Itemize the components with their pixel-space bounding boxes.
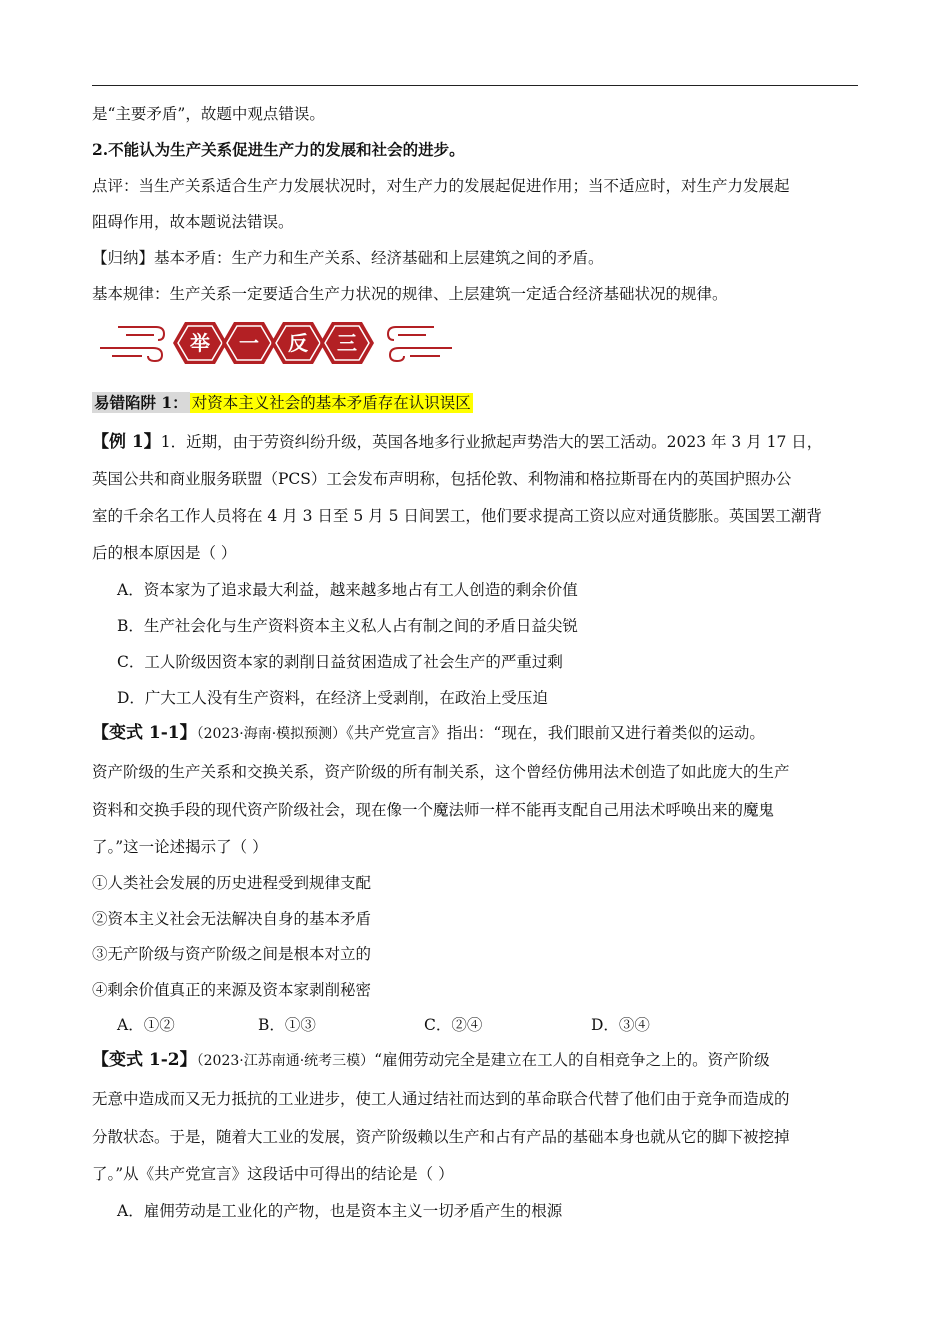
variant2-tag: 【变式 1-2】 [92,1050,197,1070]
variant2-line-4: 了。”从《共产党宣言》这段话中可得出的结论是（ ） [92,1165,454,1183]
header-rule [92,85,858,86]
banner-char: 三 [337,331,357,355]
banner-char: 一 [239,331,259,355]
comment-line-1: 点评：当生产关系适合生产力发展状况时，对生产力的发展起促进作用；当不适应时，对生产力发展起 [92,177,790,195]
variant2-source: （2023·江苏南通·统考三模） [196,1053,375,1069]
choice-a: A．①② [117,1016,175,1034]
variant1-line-1: 【变式 1-1】（2023·海南·模拟预测）《共产党宣言》指出：“现在，我们眼前又进行着类似的运动。 [92,723,765,743]
left-cloud-ornament [100,327,164,361]
variant2-option-a: A．雇佣劳动是工业化的产物，也是资本主义一切矛盾产生的根源 [117,1202,563,1220]
variant1-item-2: ②资本主义社会无法解决自身的基本矛盾 [92,910,372,928]
intro-line: 是“主要矛盾”，故题中观点错误。 [92,105,325,123]
choice-b: B．①③ [258,1016,316,1034]
variant1-choices [117,1015,650,1035]
summary-line-1: 【归纳】基本矛盾：生产力和生产关系、经济基础和上层建筑之间的矛盾。 [92,249,604,267]
example-line-2: 英国公共和商业服务联盟（PCS）工会发布声明称，包括伦敦、利物浦和格拉斯哥在内的英国护照办公 [92,470,792,488]
option-c: C．工人阶级因资本家的剥削日益贫困造成了社会生产的严重过剩 [117,653,563,671]
option-a: A．资本家为了追求最大利益，越来越多地占有工人创造的剩余价值 [117,581,578,599]
variant1-line-4: 了。”这一论述揭示了（ ） [92,838,268,856]
variant2-line-1: 【变式 1-2】（2023·江苏南通·统考三模）“雇佣劳动完全是建立在工人的自相竞争之上的。资产阶级 [92,1050,770,1070]
variant1-line-3: 资料和交换手段的现代资产阶级社会，现在像一个魔法师一样不能再支配自己用法术呼唤出来的魔鬼 [92,801,775,819]
example-line-4: 后的根本原因是（ ） [92,544,237,562]
trap-title: 对资本主义社会的基本矛盾存在认识误区 [191,394,471,412]
variant1-item-1: ①人类社会发展的历史进程受到规律支配 [92,874,372,892]
banner-graphic [98,318,454,368]
summary-line-2: 基本规律：生产关系一定要适合生产力状况的规律、上层建筑一定适合经济基础状况的规律。 [92,285,728,303]
variant1-source: （2023·海南·模拟预测） [196,726,347,742]
point-heading: 2.不能认为生产关系促进生产力的发展和社会的进步。 [92,140,465,159]
trap-label: 易错陷阱 1： [94,393,188,412]
example-line-3: 室的千余名工作人员将在 4 月 3 日至 5 月 5 日间罢工，他们要求提高工资以应对通货膨胀。英国罢工潮背 [92,507,822,525]
variant1-item-3: ③无产阶级与资产阶级之间是根本对立的 [92,945,372,963]
choice-c: C．②④ [424,1016,483,1034]
example-tag: 【例 1】 [92,432,161,452]
right-cloud-ornament [388,327,452,361]
variant2-line-2: 无意中造成而又无力抵抗的工业进步，使工人通过结社而达到的革命联合代替了他们由于竞争而造成的 [92,1090,790,1108]
choice-d: D．③④ [591,1016,650,1034]
example-line-1: 【例 1】1．近期，由于劳资纠纷升级，英国各地多行业掀起声势浩大的罢工活动。2023 年 3 月 17 日， [92,432,823,452]
variant2-line-3: 分散状态。于是，随着大工业的发展，资产阶级赖以生产和占有产品的基础本身也就从它的脚下被挖掉 [92,1128,790,1146]
variant1-item-4: ④剩余价值真正的来源及资本家剥削秘密 [92,981,372,999]
variant1-tag: 【变式 1-1】 [92,723,197,743]
option-d: D．广大工人没有生产资料，在经济上受剥削，在政治上受压迫 [117,689,548,707]
variant1-line-2: 资产阶级的生产关系和交换关系，资产阶级的所有制关系，这个曾经仿佛用法术创造了如此庞大的生产 [92,763,790,781]
option-b: B．生产社会化与生产资料资本主义私人占有制之间的矛盾日益尖锐 [117,617,578,635]
banner-char: 反 [288,331,308,355]
comment-line-2: 阻碍作用，故本题说法错误。 [92,213,294,231]
banner-char: 举 [190,331,210,355]
trap-heading [92,392,473,414]
